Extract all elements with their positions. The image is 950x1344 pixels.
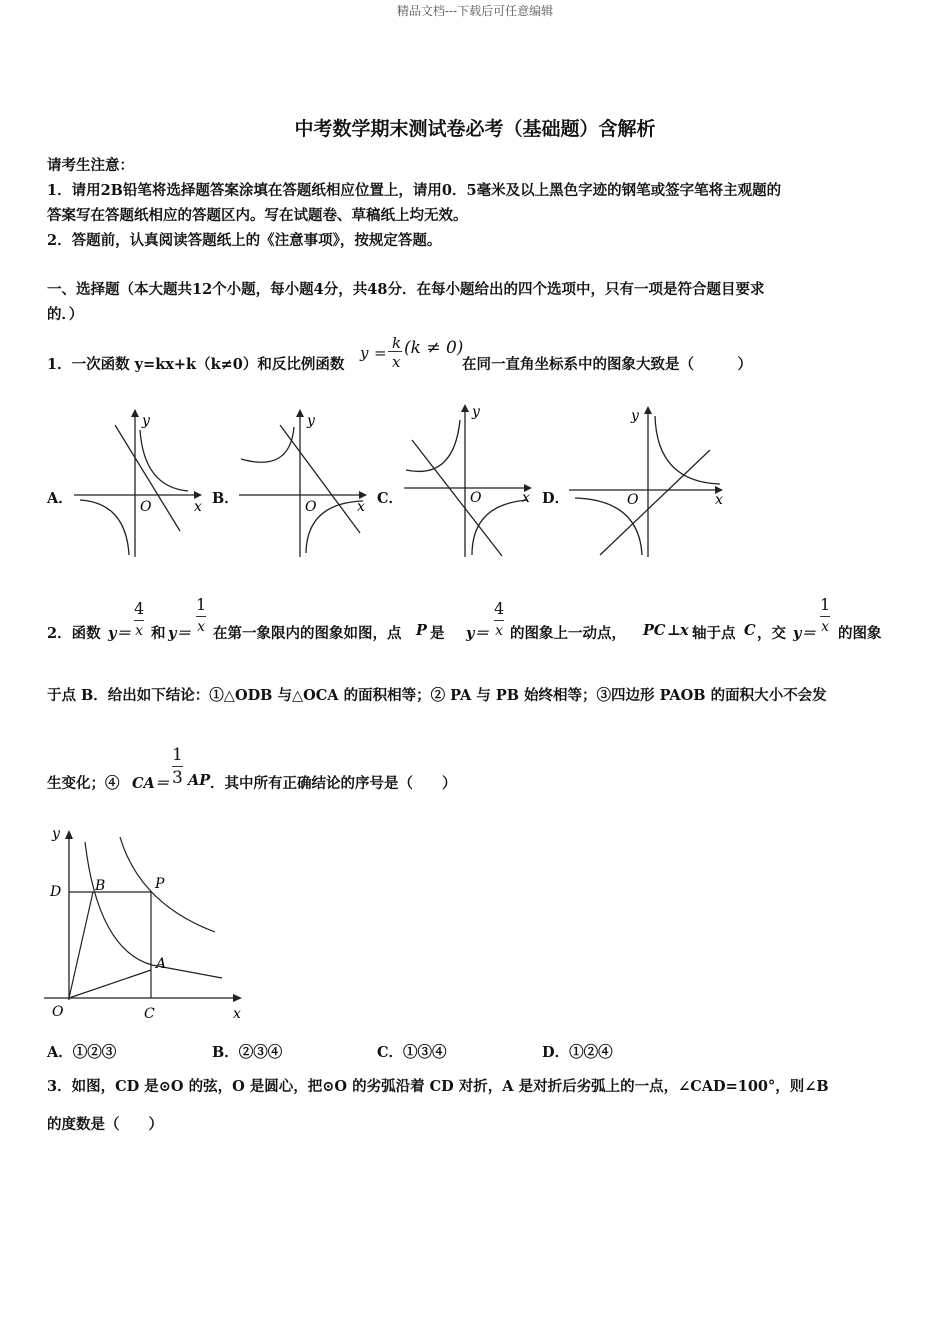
q3-line-2: 的度数是（ ） [47,1116,163,1133]
graph-a-x-label: x [194,499,202,515]
q2-perp: ⊥ [667,622,681,639]
q2-frac-2 [196,594,206,637]
q2-frac-2-num: 1 [196,595,207,614]
q2-fig-y: y [52,826,60,842]
q1-graph-a [70,405,210,560]
q2-y1: y＝ [108,625,131,642]
q1-prefix: 1．一次函数 y=kx+k（k≠0）和反比例函数 [47,356,345,373]
q2-AP: AP [188,772,211,789]
page-title: 中考数学期末测试卷必考（基础题）含解析 [294,118,656,140]
q2-PC: PC [643,622,666,639]
q2-frac-4-num: 1 [820,595,831,614]
graph-d-y-label: y [631,408,639,424]
q2-figure [40,822,255,1027]
graph-a-y-label: y [142,413,150,429]
graph-d-x-label: x [715,492,723,508]
q2-text-6: 轴于点 [692,625,736,642]
notice-line-1b: 答案写在答题纸相应的答题区内。写在试题卷、草稿纸上均无效。 [47,207,468,224]
page-header: 精品文档---下载后可任意编辑 [396,4,554,18]
q2-C: C [744,622,756,639]
q2-frac-1 [134,598,144,641]
q2-frac-5-den: 3 [172,768,183,788]
q2-fig-B: B [95,878,106,894]
q2-text-8: 的图象 [838,625,882,642]
q2-text-7: ，交 [757,625,786,642]
q2-line-3b: ．其中所有正确结论的序号是（ ） [210,775,457,792]
q2-text-3: 是 [430,625,445,642]
q1-formula-eq: = [374,344,387,362]
q2-frac-5 [172,744,183,789]
q2-frac-2-den: x [196,616,206,637]
graph-c-x-label: x [522,490,530,506]
q2-fig-A: A [156,956,167,972]
graph-a-origin: O [140,499,152,515]
q2-frac-1-den: x [134,620,144,641]
graph-b-x-label: x [357,499,365,515]
q1-formula-cond: (k ≠ 0) [404,338,464,358]
q1-option-b[interactable]: B． [212,490,239,507]
q2-text-4: 的图象上一动点， [510,625,626,642]
q2-fig-P: P [155,876,165,892]
q2-text-1: 2．函数 [47,625,101,642]
graph-c-origin: O [470,490,482,506]
q2-frac-1-num: 4 [134,599,145,618]
q2-P: P [416,622,427,639]
graph-d-origin: O [627,492,639,508]
q2-CA: CA＝ [132,775,170,792]
q2-option-a[interactable]: A．①②③ [47,1044,117,1061]
q1-graph-b [235,405,375,560]
notice-line-2: 2．答题前，认真阅读答题纸上的《注意事项》，按规定答题。 [47,232,442,249]
notice-line-1a: 1．请用2B铅笔将选择题答案涂填在答题纸相应位置上，请用0．5毫米及以上黑色字迹的钢笔或签字笔将主观题的 [47,182,782,199]
graph-c-y-label: y [472,404,480,420]
q2-y3: y＝ [466,625,489,642]
graph-b-y-label: y [307,413,315,429]
q2-and: 和 [151,625,166,642]
q2-option-d[interactable]: D．①②④ [542,1044,613,1061]
q2-y4: y＝ [793,625,816,642]
q1-option-a[interactable]: A． [47,490,73,507]
q2-text-2: 在第一象限内的图象如图，点 [213,625,402,642]
q2-y2: y＝ [168,625,191,642]
q2-frac-3 [494,598,504,641]
q2-x: x [680,622,689,639]
q2-line-3a: 生变化；④ [47,775,120,792]
q1-graph-c [400,400,540,560]
q1-option-d[interactable]: D． [542,490,570,507]
q2-fig-D: D [50,884,62,900]
q2-fig-C: C [144,1006,155,1022]
section-heading-b: 的．） [47,306,84,323]
q2-frac-4-den: x [820,616,830,637]
q2-fig-x: x [233,1006,241,1022]
q1-formula-num: k [392,334,402,352]
q2-frac-5-num: 1 [172,745,183,765]
q2-option-c[interactable]: C．①③④ [377,1044,447,1061]
q2-frac-3-num: 4 [494,599,505,618]
q1-option-c[interactable]: C． [377,490,404,507]
q2-frac-4 [820,594,830,637]
graph-b-origin: O [305,499,317,515]
q2-option-b[interactable]: B．②③④ [212,1044,283,1061]
notice-heading: 请考生注意： [47,157,134,174]
q2-line-2: 于点 B．给出如下结论：①△ODB 与△OCA 的面积相等；② PA 与 PB 始终相等；③四边形 PAOB 的面积大小不会发 [47,687,827,704]
q3-line-1: 3．如图，CD 是⊙O 的弦，O 是圆心，把⊙O 的劣弧沿着 CD 对折，A 是对折后劣弧上的一点，∠CAD=100°，则∠B [47,1078,829,1095]
q2-frac-3-den: x [494,620,504,641]
q1-graph-d [565,400,730,560]
q2-fig-O: O [52,1004,64,1020]
q1-formula-y: y [360,344,369,362]
section-heading-a: 一、选择题（本大题共12个小题，每小题4分，共48分．在每小题给出的四个选项中，只有一项是符合题目要求 [47,281,765,298]
q1-suffix: 在同一直角坐标系中的图象大致是（ ） [462,356,752,373]
q1-formula-den: x [392,353,401,371]
